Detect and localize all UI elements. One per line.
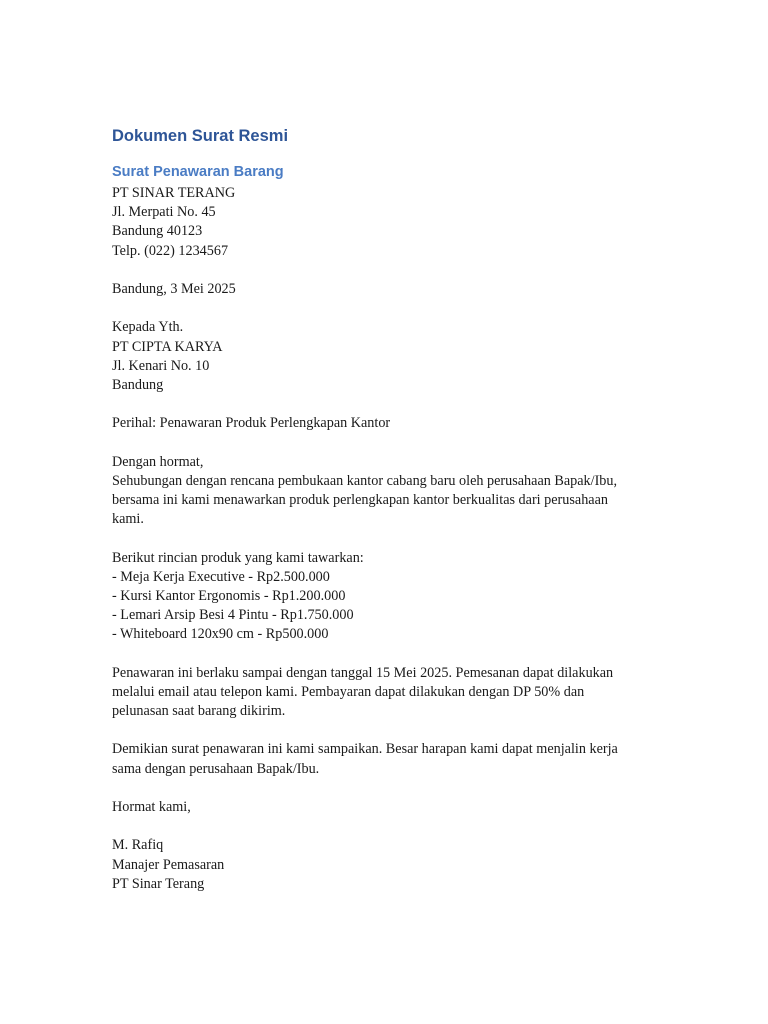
recipient-company: PT CIPTA KARYA [112, 338, 223, 355]
signer-name: M. Rafiq [112, 837, 164, 854]
regards-block [112, 798, 672, 817]
recipient-salutation: Kepada Yth. [112, 319, 184, 336]
recipient-address [112, 318, 672, 395]
recipient-street: Jl. Kenari No. 10 [112, 357, 210, 374]
closing-paragraph [112, 740, 672, 778]
letter-page [112, 120, 672, 894]
regards: Hormat kami, [112, 799, 191, 815]
terms-line: Penawaran ini berlaku sampai dengan tanggal 15 Mei 2025. Pemesanan dapat dilakukan [112, 664, 614, 681]
product-item: - Lemari Arsip Besi 4 Pintu - Rp1.750.000 [112, 607, 354, 624]
document-title: Dokumen Surat Resmi [112, 127, 289, 145]
letter-date: Bandung, 3 Mei 2025 [112, 280, 236, 297]
intro-paragraph [112, 453, 672, 530]
sender-address [112, 184, 672, 261]
closing-line: Demikian surat penawaran ini kami sampaikan. Besar harapan kami dapat menjalin kerja [112, 741, 618, 758]
sender-company: PT SINAR TERANG [112, 185, 236, 201]
sender-phone: Telp. (022) 1234567 [112, 242, 229, 259]
greeting: Dengan hormat, [112, 453, 204, 470]
subject-block [112, 414, 672, 433]
closing-line: sama dengan perusahaan Bapak/Ibu. [112, 760, 320, 777]
product-item: - Whiteboard 120x90 cm - Rp500.000 [112, 626, 329, 643]
letter-subject: Perihal: Penawaran Produk Perlengkapan Kantor [112, 415, 391, 432]
intro-line: kami. [112, 511, 144, 528]
product-list [112, 549, 672, 645]
sender-city: Bandung 40123 [112, 223, 203, 240]
product-item: - Meja Kerja Executive - Rp2.500.000 [112, 568, 330, 585]
product-list-intro: Berikut rincian produk yang kami tawarkan: [112, 549, 364, 566]
intro-line: bersama ini kami menawarkan produk perlengkapan kantor berkualitas dari perusahaan [112, 492, 608, 508]
terms-line: melalui email atau telepon kami. Pembayaran dapat dilakukan dengan DP 50% dan [112, 683, 585, 700]
signer-company: PT Sinar Terang [112, 875, 205, 892]
letter-date-block [112, 280, 672, 299]
signature-block [112, 836, 672, 894]
sender-street: Jl. Merpati No. 45 [112, 204, 216, 221]
recipient-city: Bandung [112, 376, 164, 393]
intro-line: Sehubungan dengan rencana pembukaan kantor cabang baru oleh perusahaan Bapak/Ibu, [112, 472, 618, 489]
signer-position: Manajer Pemasaran [112, 856, 225, 873]
terms-line: pelunasan saat barang dikirim. [112, 703, 286, 720]
product-item: - Kursi Kantor Ergonomis - Rp1.200.000 [112, 587, 346, 604]
letter-subtitle: Surat Penawaran Barang [112, 164, 284, 180]
terms-paragraph [112, 664, 672, 722]
